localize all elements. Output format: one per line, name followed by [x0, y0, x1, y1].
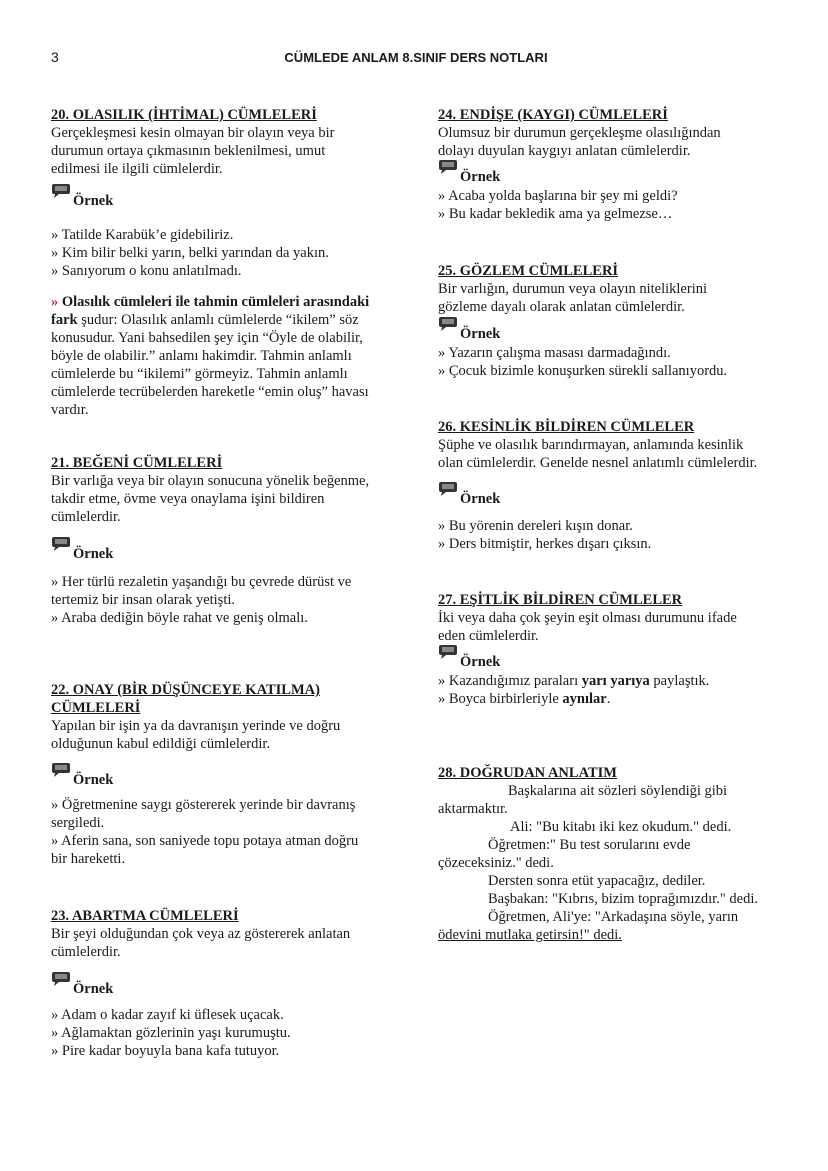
description-line: cümlelerdir.: [51, 509, 121, 525]
text-run: » Kim bilir belki yarın, belki yarından da yakın.: [51, 245, 329, 261]
text-run: » Yazarın çalışma masası darmadağındı.: [438, 345, 671, 361]
example-item: [438, 205, 818, 223]
example-label-text: Örnek: [73, 981, 114, 997]
example-item: [438, 517, 818, 535]
section-heading: 21. BEĞENİ CÜMLELERİ: [51, 455, 223, 471]
speech-bubble-abc-icon: [51, 971, 71, 986]
description-line: gözleme dayalı olarak anlatan cümlelerdir.: [438, 299, 685, 315]
text-run: aynılar: [562, 691, 607, 707]
example-label-text: Örnek: [73, 193, 114, 209]
example-item: [51, 814, 431, 832]
example-label-text: Örnek: [460, 491, 501, 507]
example-label: [438, 653, 828, 671]
text-run: » Çocuk bizimle konuşurken sürekli sallanıyordu.: [438, 363, 728, 379]
example-item: [51, 609, 431, 627]
text-run: » Sanıyorum o konu anlatılmadı.: [51, 263, 242, 279]
description-line: İki veya daha çok şeyin eşit olması durumunu ifade: [438, 610, 737, 626]
text-run: yarı yarıya: [581, 673, 650, 689]
example-item: [438, 362, 818, 380]
description-line: Gerçekleşmesi kesin olmayan bir olayın veya bir: [51, 125, 335, 141]
text-run: bir hareketti.: [51, 851, 126, 867]
example-list: [438, 517, 818, 553]
example-label-text: Örnek: [73, 772, 114, 788]
description-line: olan cümlelerdir. Genelde nesnel anlatımlı cümlelerdir.: [438, 455, 758, 471]
text-run: böyle de olabilir.” anlamı hakimdir. Tahmin anlamlı: [51, 348, 352, 364]
description-line: Bir şeyi olduğundan çok veya az göstererek anlatan: [51, 926, 351, 942]
example-label-text: Örnek: [460, 654, 501, 670]
example-list: [51, 1006, 431, 1060]
note-line: [51, 365, 431, 383]
example-list: [438, 187, 818, 223]
section-heading: 23. ABARTMA CÜMLELERİ: [51, 908, 239, 924]
text-run: » Aferin sana, son saniyede topu potaya atman doğru: [51, 833, 359, 849]
example-label: [51, 980, 453, 998]
description-line: takdir etme, övme veya onaylama işini bildiren: [51, 491, 325, 507]
section-header: [51, 681, 431, 753]
text-run: sergiledi.: [51, 815, 105, 831]
example-label: [438, 325, 828, 343]
example-label: [51, 545, 453, 563]
note-line: [51, 401, 431, 419]
note-line: [51, 329, 431, 347]
section-heading: 25. GÖZLEM CÜMLELERİ: [438, 263, 619, 279]
section-header: [438, 106, 818, 160]
text-run: konusudur. Yani bahsedilen şey için “Öyle de olabilir,: [51, 330, 363, 346]
text-run: » Kazandığımız paraları: [438, 673, 582, 689]
description-line: edilmesi ile ilgili cümlelerdir.: [51, 161, 223, 177]
example-item: [51, 1006, 431, 1024]
example-item: [438, 535, 818, 553]
text-run: » Acaba yolda başlarına bir şey mi geldi?: [438, 188, 678, 204]
speech-bubble-abc-icon: [438, 316, 458, 331]
speech-bubble-abc-icon: [51, 536, 71, 551]
description-line: Bir varlığın, durumun veya olayın niteliklerini: [438, 281, 708, 297]
example-list: [438, 344, 818, 380]
example-list: [51, 796, 431, 868]
example-item: [51, 832, 431, 850]
body-line: Başkalarına ait sözleri söylendiği gibi: [508, 783, 728, 799]
example-list: [51, 226, 431, 280]
speech-bubble-abc-icon: [51, 183, 71, 198]
text-run: » Pire kadar boyuyla bana kafa tutuyor.: [51, 1043, 280, 1059]
text-run: » Öğretmenine saygı göstererek yerinde bir davranış: [51, 797, 356, 813]
description-line: durumun ortaya çıkmasının beklenilmesi, umut: [51, 143, 326, 159]
example-label: [438, 168, 828, 186]
body-line: Ali: "Bu kitabı iki kez okudum." dedi.: [510, 819, 732, 835]
text-run: .: [606, 691, 611, 707]
text-run: vardır.: [51, 402, 89, 418]
example-item: [438, 344, 818, 362]
example-label: [438, 490, 828, 508]
text-run: paylaştık.: [649, 673, 710, 689]
description-line: olduğunun kabul edildiği cümlelerdir.: [51, 736, 271, 752]
speech-bubble-abc-icon: [438, 159, 458, 174]
example-list: [438, 672, 818, 708]
example-item: [438, 187, 818, 205]
note-paragraph: [51, 293, 431, 419]
text-run: » Araba dediğin böyle rahat ve geniş olmalı.: [51, 610, 308, 626]
example-item: [51, 1024, 431, 1042]
section-heading: 20. OLASILIK (İHTİMAL) CÜMLELERİ: [51, 107, 317, 123]
text-run: » Boyca birbirleriyle: [438, 691, 563, 707]
text-run: cümlelerde tecrübelerden hareketle “emin oluş” havası: [51, 384, 369, 400]
text-run: şudur: Olasılık anlamlı cümlelerde “ikilem” söz: [77, 312, 359, 328]
example-item: [51, 226, 431, 244]
section-heading: 27. EŞİTLİK BİLDİREN CÜMLELER: [438, 592, 683, 608]
body-line: Öğretmen, Ali'ye: "Arkadaşına söyle, yarın: [488, 909, 739, 925]
note-line: [51, 347, 431, 365]
example-item: [438, 672, 818, 690]
text-run: cümlelerde bu “ikilemi” görmeyiz. Tahmin anlamlı: [51, 366, 348, 382]
section-header: [438, 591, 818, 645]
section-heading-cont: CÜMLELERİ: [51, 700, 141, 716]
page-title: CÜMLEDE ANLAM 8.SINIF DERS NOTLARI: [284, 50, 548, 65]
note-line: [51, 383, 431, 401]
example-list: [51, 573, 431, 627]
description-line: cümlelerdir.: [51, 944, 121, 960]
description-line: Şüphe ve olasılık barındırmayan, anlamında kesinlik: [438, 437, 744, 453]
speech-bubble-abc-icon: [438, 481, 458, 496]
example-item: [51, 591, 431, 609]
text-run: fark: [51, 312, 78, 328]
text-run: » Ağlamaktan gözlerinin yaşı kurumuştu.: [51, 1025, 291, 1041]
example-item: [438, 690, 818, 708]
description-line: Bir varlığa veya bir olayın sonucuna yönelik beğenme,: [51, 473, 370, 489]
text-run: » Adam o kadar zayıf ki üflesek uçacak.: [51, 1007, 284, 1023]
description-line: Olumsuz bir durumun gerçekleşme olasılığından: [438, 125, 721, 141]
body-line: çözeceksiniz." dedi.: [438, 855, 554, 871]
section-header: [51, 106, 431, 178]
note-line: [51, 311, 431, 329]
text-run: tertemiz bir insan olarak yetişti.: [51, 592, 236, 608]
text-run: » Bu kadar bekledik ama ya gelmezse…: [438, 206, 673, 222]
speech-bubble-abc-icon: [438, 644, 458, 659]
example-label-text: Örnek: [73, 546, 114, 562]
example-item: [51, 244, 431, 262]
body-line: ödevini mutlaka getirsin!" dedi.: [438, 927, 622, 943]
section-header: [438, 764, 818, 944]
example-item: [51, 796, 431, 814]
page-number: 3: [51, 49, 59, 65]
example-item: [51, 1042, 431, 1060]
example-label: [51, 771, 453, 789]
text-run: » Bu yörenin dereleri kışın donar.: [438, 518, 633, 534]
description-line: Yapılan bir işin ya da davranışın yerinde ve doğru: [51, 718, 341, 734]
text-run: Olasılık cümleleri ile tahmin cümleleri arasındaki: [61, 294, 370, 310]
section-heading: 22. ONAY (BİR DÜŞÜNCEYE KATILMA): [51, 682, 320, 698]
body-line: Başbakan: "Kıbrıs, bizim toprağımızdır." dedi.: [488, 891, 758, 907]
section-header: [51, 907, 431, 961]
text-run: »: [51, 294, 62, 310]
example-label: [51, 192, 453, 210]
note-line: [51, 293, 431, 311]
example-item: [51, 573, 431, 591]
example-label-text: Örnek: [460, 326, 501, 342]
example-item: [51, 850, 431, 868]
example-item: [51, 262, 431, 280]
body-line: aktarmaktır.: [438, 801, 508, 817]
speech-bubble-abc-icon: [51, 762, 71, 777]
description-line: eden cümlelerdir.: [438, 628, 539, 644]
text-run: » Tatilde Karabük’e gidebiliriz.: [51, 227, 234, 243]
body-line: Dersten sonra etüt yapacağız, dediler.: [488, 873, 706, 889]
text-run: » Ders bitmiştir, herkes dışarı çıksın.: [438, 536, 652, 552]
section-heading: 24. ENDİŞE (KAYGI) CÜMLELERİ: [438, 107, 668, 123]
example-label-text: Örnek: [460, 169, 501, 185]
body-line: Öğretmen:" Bu test sorularını evde: [488, 837, 691, 853]
section-header: [438, 418, 818, 472]
description-line: dolayı duyulan kaygıyı anlatan cümlelerdir.: [438, 143, 691, 159]
section-heading: 26. KESİNLİK BİLDİREN CÜMLELER: [438, 419, 695, 435]
section-header: [51, 454, 431, 526]
section-header: [438, 262, 818, 316]
section-heading: 28. DOĞRUDAN ANLATIM: [438, 765, 617, 781]
text-run: » Her türlü rezaletin yaşandığı bu çevrede dürüst ve: [51, 574, 352, 590]
